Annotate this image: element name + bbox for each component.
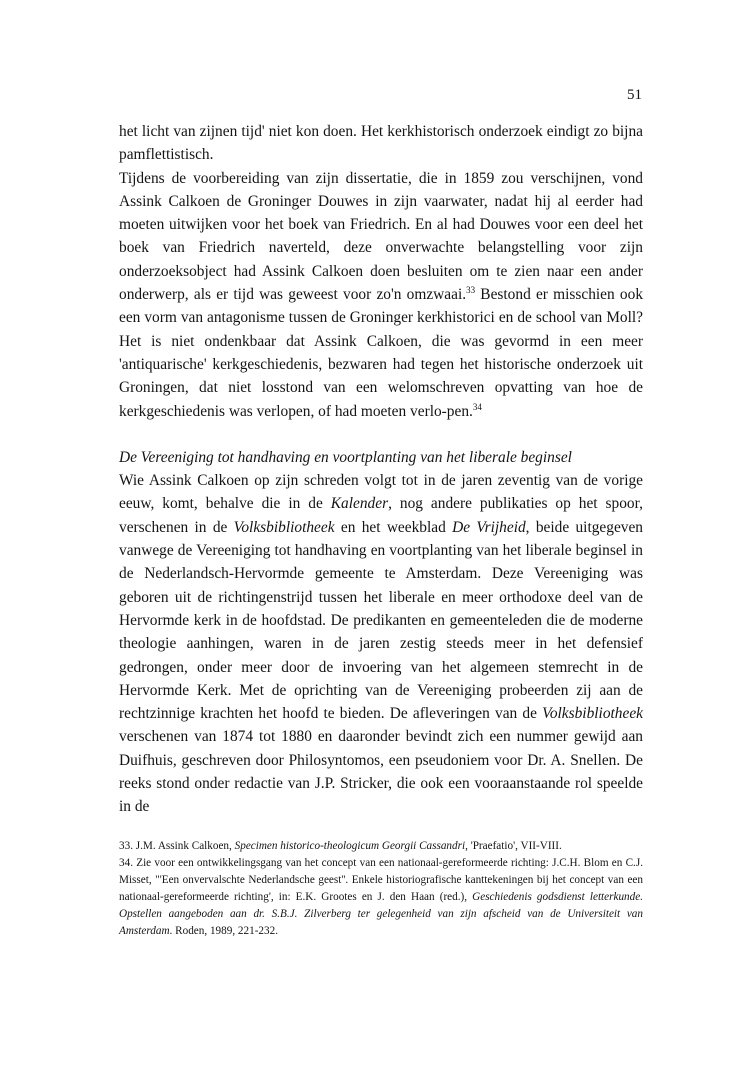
paragraph-3 [119, 469, 643, 818]
footnote-34 [119, 855, 643, 940]
paragraph-3-text-a: Wie Assink Calkoen op zijn schreden volgt tot in de jaren zeventig van de vorige eeuw, komt, behalve die in de [119, 472, 643, 513]
title-kalender: Kalender [330, 495, 389, 513]
paragraph-3-text-d: , beide uitgegeven vanwege de Vereeniging tot handhaving en voortplanting van het liberale beginsel in de Nederlandsch-Hervormde gemeente te Amsterdam. Deze Vereeniging was geboren uit de richtingenstrijd tussen het liberale en meer orthodoxe deel van de Hervormde kerk in de hoofdstad. De predikanten en gemeenteleden die de moderne theologie aanhingen, waren in de jaren zestig steeds meer in het defensief gedrongen, onder meer door de invoering van het algemeen stemrecht in de Hervormde Kerk. Met de oprichting van de Vereeniging probeerden zij aan de rechtzinnige krachten het hoofd te bieden. De afleveringen van de [119, 518, 643, 723]
paragraph-1: het licht van zijnen tijd' niet kon doen. Het kerkhistorisch onderzoek eindigt zo bijna pamflettistisch. [119, 123, 643, 164]
footnotes [119, 838, 643, 940]
footnote-33-title: Specimen historico-theologicum Georgii Cassandri [234, 840, 466, 852]
paragraph-3-text-b: , nog andere publikaties op het spoor, verschenen in de [119, 495, 643, 536]
footnote-ref-33: 33 [466, 285, 476, 296]
paragraph-2-text-b: Bestond er misschien ook een vorm van antagonisme tussen de Groninger kerkhistorici en de school van Moll? Het is niet ondenkbaar dat Assink Calkoen, die was gevormd in een meer 'antiquarische' kerkgeschiedenis, bezwaren had tegen het historische onderzoek uit Groningen, dat niet losstond van een welomschreven opvatting van hoe de kerkgeschiedenis was verlopen, of had moeten verlo-pen. [119, 286, 644, 420]
title-volksbibliotheek-2: Volksbibliotheek [542, 705, 643, 723]
paragraph-3-text-e: verschenen van 1874 tot 1880 en daaronder bevindt zich een nummer gewijd aan Duifhuis, geschreven door Philosyntomos, een pseudoniem voor Dr. A. Snellen. De reeks stond onder redactie van J.P. Stricker, die ook een vooraanstaande rol speelde in de [119, 728, 643, 816]
footnote-33-text-b: , 'Praefatio', VII-VIII. [465, 840, 562, 852]
title-de-vrijheid: De Vrijheid [452, 518, 526, 536]
footnote-33 [119, 838, 643, 855]
paragraph-2 [119, 167, 643, 423]
footnote-34-title: Geschiedenis godsdienst letterkunde. Opstellen aangeboden aan dr. S.B.J. Zilverberg ter gelegenheid van zijn afscheid van de Universiteit van Amsterdam [119, 891, 643, 937]
footnote-34-text-a: 34. Zie voor een ontwikkelingsgang van het concept van een nationaal-gereformeerde richting: J.C.H. Blom en C.J. Misset, "'Een onvervalschte Nederlandsche geest''. Enkele historiografische kanttekeningen bij het concept van een nationaal-gereformeerde richting', in: E.K. Grootes en J. den Haan (red.), [119, 857, 643, 903]
title-volksbibliotheek: Volksbibliotheek [233, 518, 335, 536]
body-text [119, 120, 643, 819]
section-heading: De Vereeniging tot handhaving en voortplanting van het liberale beginsel [119, 448, 572, 466]
paragraph-2-text-a: Tijdens de voorbereiding van zijn dissertatie, die in 1859 zou verschijnen, vond Assink Calkoen de Groninger Douwes in zijn vaarwater, nadat hij al eerder had moeten uitwijken voor het boek van Friedrich. En al had Douwes voor een deel het boek van Friedrich naverteld, deze onverwachte belangstelling voor zijn onderzoeksobject had Assink Calkoen doen besluiten om te zien naar een ander onderwerp, als er tijd was geweest voor zo'n omzwaai. [119, 169, 643, 304]
footnote-33-text-a: 33. J.M. Assink Calkoen, [119, 840, 235, 852]
footnote-ref-34: 34 [472, 401, 482, 412]
footnote-34-text-b: . Roden, 1989, 221-232. [169, 925, 278, 937]
page-number: 51 [627, 87, 642, 103]
paragraph-3-text-c: en het weekblad [334, 518, 453, 536]
